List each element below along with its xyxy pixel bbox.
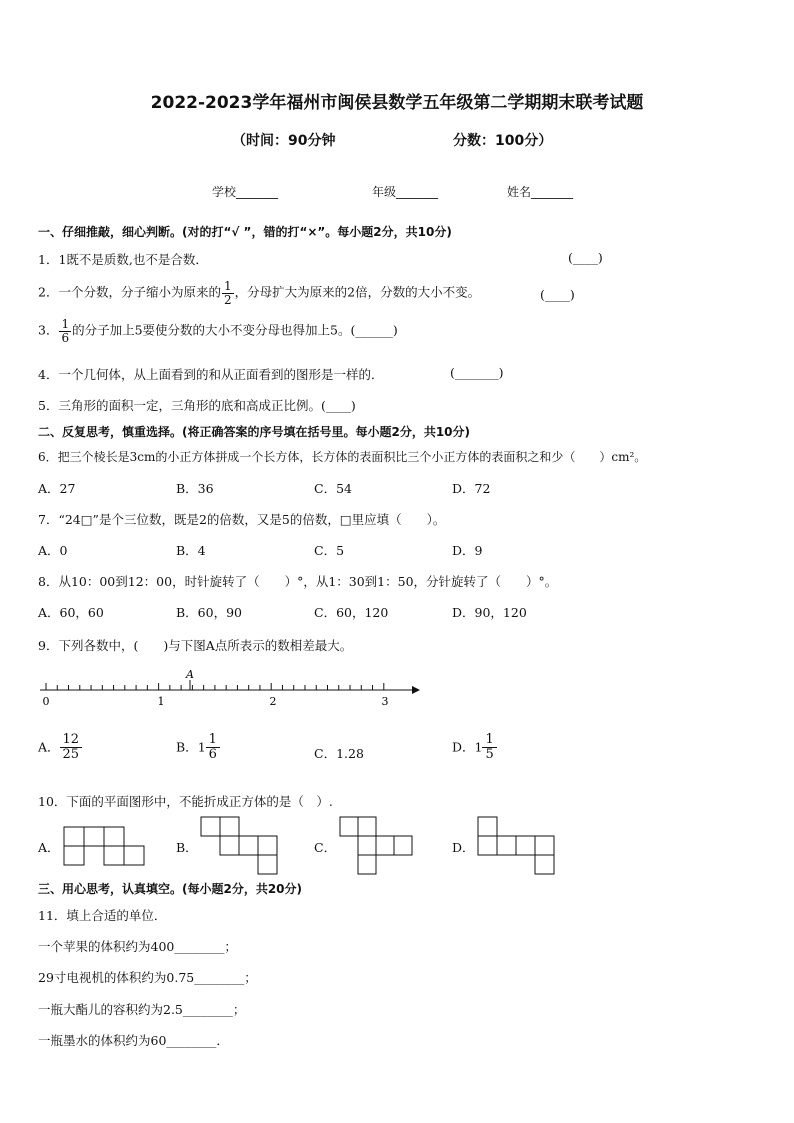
cube-net-a	[63, 826, 145, 868]
question-1: 1．1既不是质数,也不是合数．	[38, 252, 208, 267]
fill-line-4: 一瓶墨水的体积约为60________．	[38, 1033, 229, 1048]
question-3-post: 的分子加上5要使分数的大小不变分母也得加上5。(______)	[72, 322, 398, 338]
mixed-whole: 1	[197, 739, 206, 755]
q6-option-c: C．54	[314, 481, 352, 496]
number-line-label-3: 3	[381, 695, 389, 708]
fill-line-3: 一瓶大酯儿的容积约为2.5________；	[38, 1002, 246, 1017]
question-9: 9．下列各数中，( )与下图A点所表示的数相差最大。	[38, 638, 353, 653]
cube-net-c	[339, 816, 414, 876]
q10-option-c-label: C．	[314, 840, 337, 855]
q9-option-d-label: D．	[452, 739, 475, 755]
fraction-numerator: 1	[223, 279, 232, 293]
q10-option-a-label: A．	[38, 840, 60, 855]
q9-option-c: C．1.28	[314, 746, 364, 761]
q8-option-d: D．90，120	[452, 605, 527, 620]
question-8: 8．从10：00到12：00，时针旋转了（ ）°，从1：30到1：50，分针旋转了（ ）°。	[38, 574, 558, 589]
q6-option-b: B．36	[176, 481, 214, 496]
question-2-pre: 2．一个分数，分子缩小为原来的	[38, 284, 221, 300]
number-line-ticks	[46, 683, 384, 690]
page-title: 2022-2023学年福州市闽侯县数学五年级第二学期期末联考试题	[150, 93, 644, 113]
question-4-blank: (_______)	[450, 365, 504, 380]
exam-score: 分数：100分）	[453, 133, 553, 149]
q9-option-d	[452, 733, 497, 763]
question-11: 11．填上合适的单位．	[38, 908, 167, 923]
point-a-label: A	[186, 668, 194, 681]
q8-option-c: C．60，120	[314, 605, 389, 620]
fraction-denominator: 5	[485, 747, 494, 763]
fraction-denominator: 2	[223, 292, 232, 307]
q7-option-c: C．5	[314, 543, 345, 558]
fraction-numerator: 12	[60, 733, 83, 748]
q6-option-a: A．27	[38, 481, 76, 496]
section2-heading: 二、反复思考，慎重选择。(将正确答案的序号填在括号里。每小题2分，共10分)	[38, 425, 471, 439]
q6-option-d: D．72	[452, 481, 491, 496]
q8-option-a: A．60，60	[38, 605, 104, 620]
fraction-12-25	[60, 733, 83, 763]
exam-time: （时间：90分钟	[232, 133, 336, 149]
name-field: 姓名_______	[507, 185, 574, 199]
number-line-label-2: 2	[269, 695, 277, 708]
q9-option-b	[176, 733, 220, 763]
number-line-label-0: 0	[42, 695, 50, 708]
arrow-head-icon	[412, 686, 420, 694]
question-7: 7．“24□”是个三位数，既是2的倍数，又是5的倍数，□里应填（ ）。	[38, 512, 446, 527]
fraction-denominator: 25	[62, 747, 80, 763]
q10-option-b-label: B．	[176, 840, 198, 855]
q9-option-a	[38, 733, 82, 763]
question-2-blank: (____)	[540, 287, 575, 302]
number-line-label-1: 1	[157, 695, 165, 708]
question-6: 6．把三个棱长是3cm的小正方体拼成一个长方体，长方体的表面积比三个小正方体的表面积之和少（ ）cm²。	[38, 450, 647, 464]
q8-option-b: B．60，90	[176, 605, 242, 620]
fraction-numerator: 1	[482, 733, 496, 748]
q7-option-b: B．4	[176, 543, 206, 558]
cube-net-d	[477, 816, 557, 876]
fill-line-1: 一个苹果的体积约为400________；	[38, 939, 237, 954]
fraction-denominator: 6	[61, 330, 70, 345]
question-5: 5．三角形的面积一定，三角形的底和高成正比例。(____)	[38, 398, 356, 413]
school-field: 学校_______	[212, 185, 279, 199]
fraction-1-5	[482, 733, 496, 763]
section1-heading: 一、仔细推敲，细心判断。(对的打“√ ”，错的打“×”。每小题2分，共10分)	[38, 225, 452, 239]
fraction-numerator: 1	[61, 317, 70, 331]
q10-option-d-label: D．	[452, 840, 475, 855]
q7-option-d: D．9	[452, 543, 483, 558]
number-line	[30, 665, 430, 710]
q7-option-a: A．0	[38, 543, 68, 558]
q9-option-b-label: B．	[176, 739, 198, 755]
question-2-post: ，分母扩大为原来的2倍，分数的大小不变。	[234, 284, 481, 300]
section3-heading: 三、用心思考，认真填空。(每小题2分，共20分)	[38, 882, 303, 896]
fill-line-2: 29寸电视机的体积约为0.75________；	[38, 970, 257, 985]
fraction-one-sixth	[59, 318, 71, 344]
fraction-numerator: 1	[206, 733, 220, 748]
question-10: 10．下面的平面图形中，不能折成正方体的是（ ）.	[38, 794, 333, 809]
fraction-denominator: 6	[208, 747, 217, 763]
cube-net-b	[200, 816, 280, 876]
question-1-blank: (____)	[568, 250, 603, 265]
question-4: 4．一个几何体，从上面看到的和从正面看到的图形是一样的．	[38, 367, 384, 382]
fraction-one-half	[222, 280, 234, 306]
mixed-whole: 1	[474, 739, 483, 755]
grade-field: 年级_______	[372, 185, 439, 199]
question-3-pre: 3．	[38, 322, 59, 338]
fraction-1-6	[206, 733, 220, 763]
q9-option-a-label: A．	[38, 739, 60, 755]
question-2	[38, 280, 480, 306]
question-3	[38, 318, 398, 344]
